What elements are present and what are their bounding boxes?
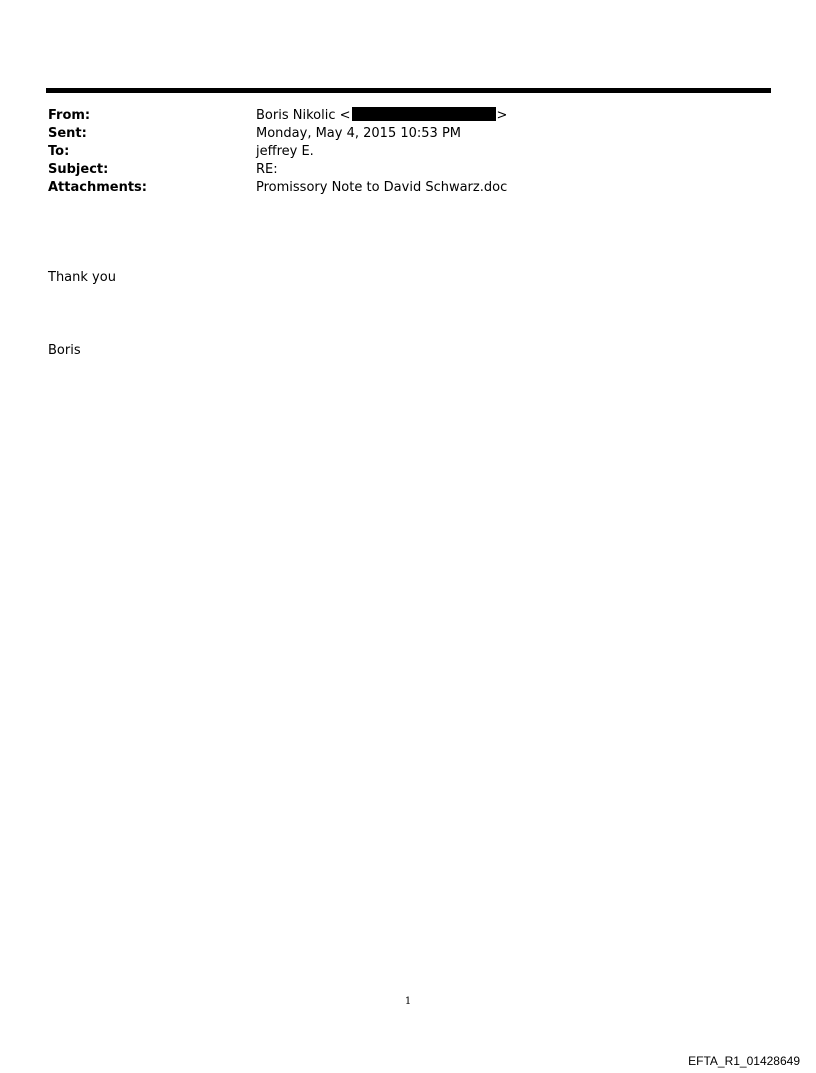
from-value [256,107,507,125]
to-label: To: [48,144,70,159]
attachments-row [48,179,748,197]
subject-row [48,161,748,179]
body-greeting: Thank you [48,270,116,285]
subject-label: Subject: [48,162,109,177]
redacted-email-address [352,107,496,121]
sender-name: Boris Nikolic < [256,108,351,123]
subject-value: RE: [256,162,278,177]
body-signature: Boris [48,343,81,358]
page-number: 1 [404,996,412,1007]
to-row [48,143,748,161]
to-value: jeffrey E. [256,144,314,159]
sent-row [48,125,748,143]
bates-number: EFTA_R1_01428649 [688,1054,800,1068]
from-row [48,107,748,125]
attachments-label: Attachments: [48,180,147,195]
header-divider [46,88,771,93]
attachment-filename: Promissory Note to David Schwarz.doc [256,180,508,195]
sent-value: Monday, May 4, 2015 10:53 PM [256,126,461,141]
sent-label: Sent: [48,126,87,141]
from-close-bracket: > [496,108,508,123]
email-header [48,107,748,197]
from-label: From: [48,108,91,123]
